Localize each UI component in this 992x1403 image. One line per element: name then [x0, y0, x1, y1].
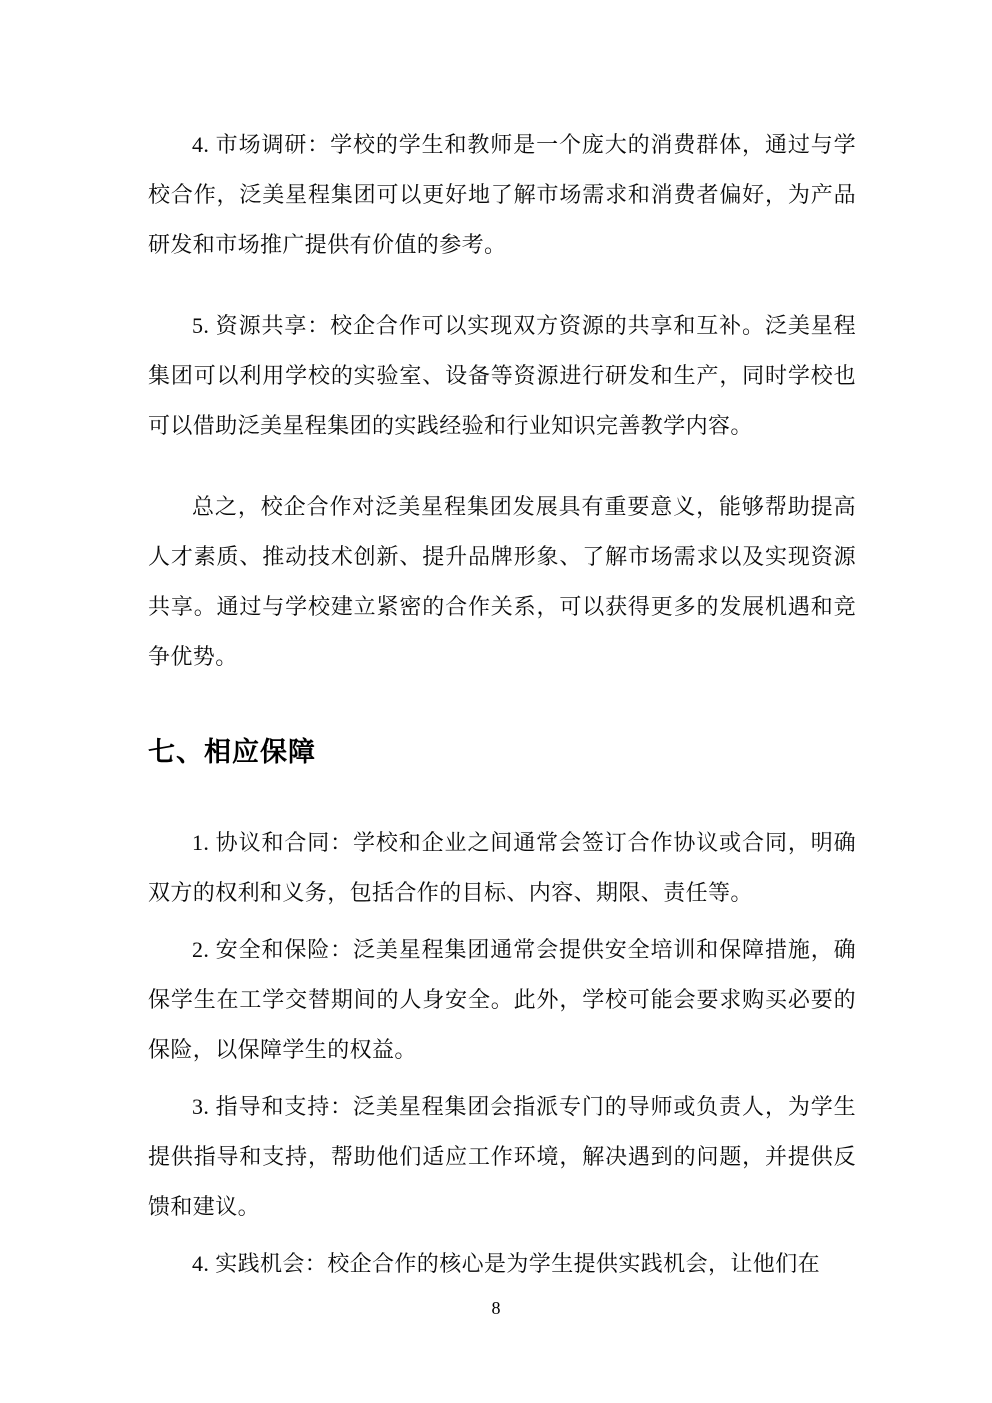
item-guidance-support: 3. 指导和支持：泛美星程集团会指派专门的导师或负责人，为学生提供指导和支持，帮助他们适应工作环境，解决遇到的问题，并提供反馈和建议。 — [148, 1094, 856, 1219]
paragraph-summary: 总之，校企合作对泛美星程集团发展具有重要意义，能够帮助提高人才素质、推动技术创新、提升品牌形象、了解市场需求以及实现资源共享。通过与学校建立紧密的合作关系，可以获得更多的发展机遇和竞争优势。 — [148, 494, 856, 669]
item-agreements-contracts: 1. 协议和合同：学校和企业之间通常会签订合作协议或合同，明确双方的权利和义务，包括合作的目标、内容、期限、责任等。 — [148, 830, 856, 905]
item-safety-insurance: 2. 安全和保险：泛美星程集团通常会提供安全培训和保障措施，确保学生在工学交替期间的人身安全。此外，学校可能会要求购买必要的保险，以保障学生的权益。 — [148, 937, 856, 1062]
paragraph-resource-sharing: 5. 资源共享：校企合作可以实现双方资源的共享和互补。泛美星程集团可以利用学校的实验室、设备等资源进行研发和生产，同时学校也可以借助泛美星程集团的实践经验和行业知识完善教学内容。 — [148, 313, 856, 438]
document-body — [148, 120, 856, 1289]
paragraph-market-research: 4. 市场调研：学校的学生和教师是一个庞大的消费群体，通过与学校合作，泛美星程集团可以更好地了解市场需求和消费者偏好，为产品研发和市场推广提供有价值的参考。 — [148, 132, 856, 257]
section-heading-guarantees: 七、相应保障 — [148, 737, 316, 767]
item-practice-opportunities: 4. 实践机会：校企合作的核心是为学生提供实践机会，让他们在 — [192, 1251, 821, 1276]
page-number: 8 — [491, 1298, 501, 1318]
